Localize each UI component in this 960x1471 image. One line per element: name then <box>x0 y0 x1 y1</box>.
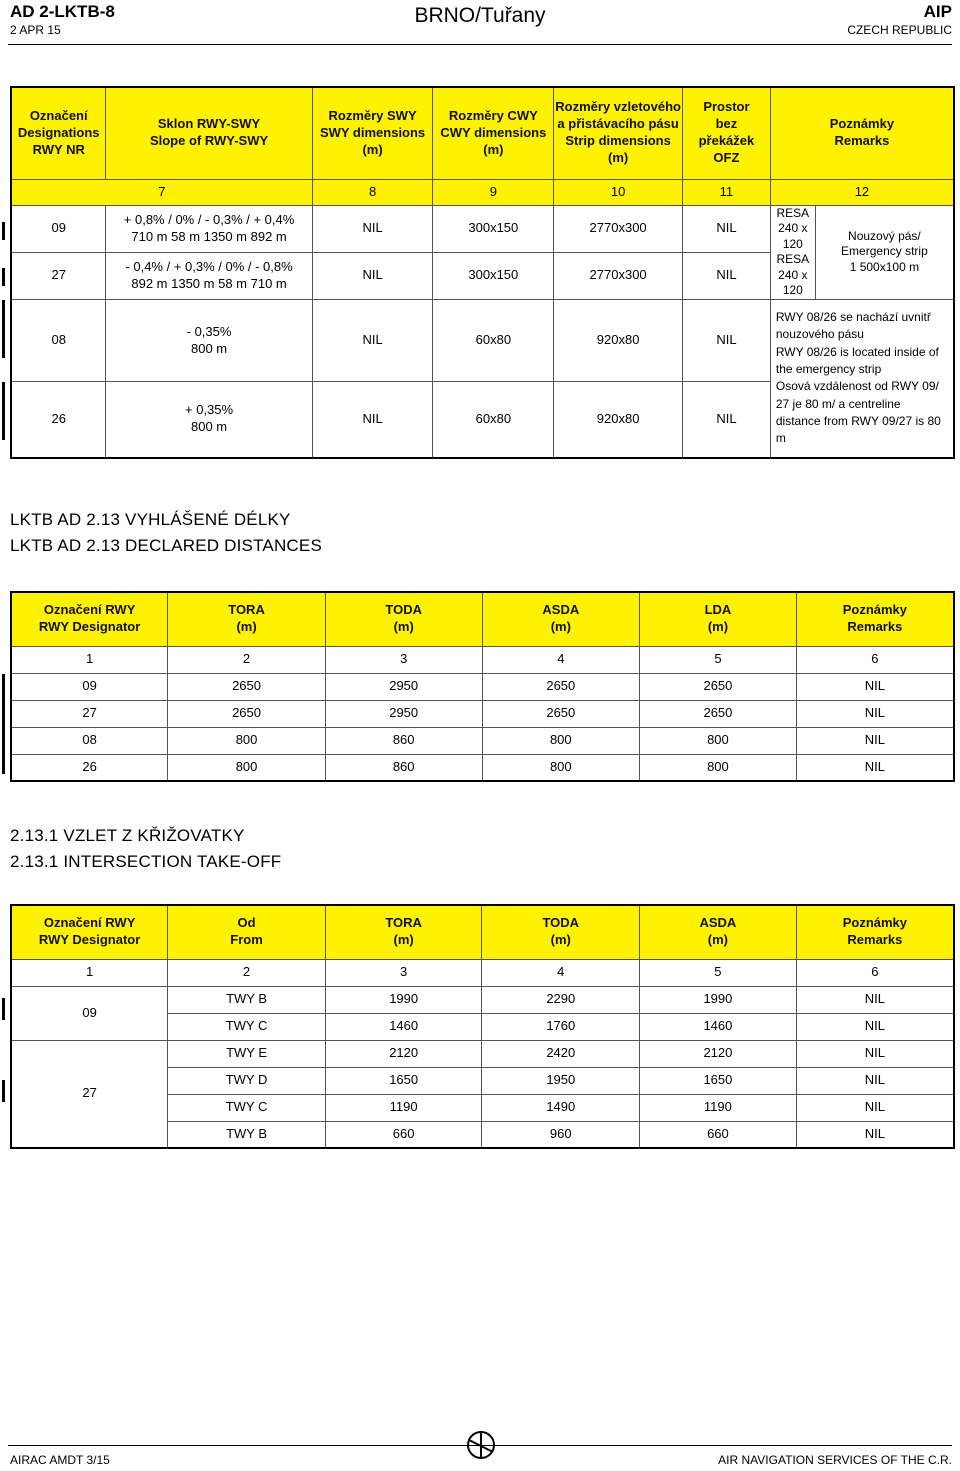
table-row <box>11 727 954 754</box>
col-designator: Označení RWY RWY Designator <box>11 592 168 646</box>
cell: 1190 <box>325 1094 482 1121</box>
col-cwy: Rozměry CWY CWY dimensions (m) <box>433 87 554 179</box>
remarks-rwy-08-26: RWY 08/26 se nachází uvnitř nouzového pásu RWY 08/26 is located inside of the emergency strip Osová vzdálenost od RWY 09/ 27 je 80 m/ a centreline distance from RWY 09/27 is 80 m <box>770 300 954 458</box>
cell: 26 <box>11 754 168 781</box>
cell: TWY B <box>168 986 326 1013</box>
col-number: 10 <box>554 179 683 205</box>
resa-cell: RESA 240 x 120 <box>770 205 815 252</box>
col-slope: Sklon RWY-SWY Slope of RWY-SWY <box>106 87 312 179</box>
col-number: 2 <box>168 959 326 986</box>
table-row <box>11 754 954 781</box>
remarks-emergency-strip: Nouzový pás/ Emergency strip 1 500x100 m <box>815 205 954 300</box>
change-bar <box>2 300 5 358</box>
table-row <box>11 700 954 727</box>
col-number: 4 <box>482 959 640 986</box>
doc-id: AD 2-LKTB-8 <box>10 2 115 21</box>
cell: 1460 <box>640 1013 797 1040</box>
col-from: Od From <box>168 905 326 959</box>
strip-cell: 920x80 <box>554 382 683 458</box>
cell: 2650 <box>168 673 326 700</box>
col-number: 7 <box>11 179 312 205</box>
section-title-declared-distances <box>10 510 322 556</box>
rwy-cell: 27 <box>11 252 106 299</box>
strip-cell: 2770x300 <box>554 252 683 299</box>
col-toda: TODA (m) <box>482 905 640 959</box>
table-row <box>11 673 954 700</box>
change-bar <box>2 998 5 1020</box>
change-bar <box>2 268 5 286</box>
cell: TWY C <box>168 1013 326 1040</box>
cell: 660 <box>640 1121 797 1148</box>
cell: NIL <box>796 1067 954 1094</box>
cwy-cell: 300x150 <box>433 205 554 252</box>
cell: NIL <box>796 1040 954 1067</box>
footer-organization: AIR NAVIGATION SERVICES OF THE C.R. <box>718 1453 952 1467</box>
header-rule <box>8 44 952 45</box>
col-strip: Rozměry vzletového a přistávacího pásu Strip dimensions (m) <box>554 87 683 179</box>
cell: NIL <box>796 754 954 781</box>
col-toda: TODA (m) <box>325 592 482 646</box>
col-number: 3 <box>325 646 482 673</box>
col-designation: Označení Designations RWY NR <box>11 87 106 179</box>
col-remarks: Poznámky Remarks <box>796 905 954 959</box>
header-right <box>847 2 952 37</box>
aip-label: AIP <box>923 2 952 21</box>
cell: NIL <box>796 673 954 700</box>
cell: 1650 <box>325 1067 482 1094</box>
cell: 2420 <box>482 1040 640 1067</box>
cell: NIL <box>796 986 954 1013</box>
country-label: CZECH REPUBLIC <box>847 23 952 37</box>
cell: 27 <box>11 700 168 727</box>
ofz-cell: NIL <box>683 300 771 382</box>
declared-distances-table <box>10 591 955 782</box>
col-tora: TORA (m) <box>168 592 326 646</box>
cell: 800 <box>482 727 640 754</box>
cell: 2650 <box>640 700 797 727</box>
cell: NIL <box>796 1121 954 1148</box>
cell: 860 <box>325 754 482 781</box>
col-remarks: Poznámky Remarks <box>770 87 954 179</box>
cell: NIL <box>796 1094 954 1121</box>
swy-cell: NIL <box>312 382 433 458</box>
cell: 800 <box>482 754 640 781</box>
page-title: BRNO/Tuřany <box>414 4 546 27</box>
rwy-group-27: 27 <box>11 1040 168 1148</box>
cell: 2650 <box>168 700 326 727</box>
cell: 660 <box>325 1121 482 1148</box>
ofz-cell: NIL <box>683 382 771 458</box>
swy-cell: NIL <box>312 205 433 252</box>
table-row <box>11 1040 954 1067</box>
cell: TWY B <box>168 1121 326 1148</box>
col-number: 4 <box>482 646 640 673</box>
runway-characteristics-table <box>10 86 955 459</box>
col-number: 11 <box>683 179 771 205</box>
table-row <box>11 300 954 382</box>
cell: 2120 <box>640 1040 797 1067</box>
cell: 2650 <box>482 700 640 727</box>
col-number: 1 <box>11 646 168 673</box>
cell: 1490 <box>482 1094 640 1121</box>
cell: 1650 <box>640 1067 797 1094</box>
col-lda: LDA (m) <box>640 592 797 646</box>
section-title-en: 2.13.1 INTERSECTION TAKE-OFF <box>10 852 282 871</box>
footer-amdt: AIRAC AMDT 3/15 <box>10 1453 110 1467</box>
rwy-group-09: 09 <box>11 986 168 1040</box>
resa-cell: RESA 240 x 120 <box>770 252 815 299</box>
section-title-en: LKTB AD 2.13 DECLARED DISTANCES <box>10 536 322 555</box>
col-ofz: Prostor bez překážek OFZ <box>683 87 771 179</box>
cell: 800 <box>640 727 797 754</box>
col-number: 9 <box>433 179 554 205</box>
cwy-cell: 300x150 <box>433 252 554 299</box>
change-bar <box>2 1080 5 1102</box>
cwy-cell: 60x80 <box>433 300 554 382</box>
col-number: 8 <box>312 179 433 205</box>
rwy-cell: 08 <box>11 300 106 382</box>
table-row <box>11 986 954 1013</box>
ofz-cell: NIL <box>683 205 771 252</box>
cell: 800 <box>640 754 797 781</box>
doc-date: 2 APR 15 <box>10 23 61 37</box>
table-row <box>11 252 954 299</box>
cell: TWY C <box>168 1094 326 1121</box>
cell: 1950 <box>482 1067 640 1094</box>
col-number: 5 <box>640 959 797 986</box>
col-number: 6 <box>796 959 954 986</box>
col-number: 5 <box>640 646 797 673</box>
cell: NIL <box>796 700 954 727</box>
slope-cell: + 0,8% / 0% / - 0,3% / + 0,4% 710 m 58 m 1350 m 892 m <box>106 205 312 252</box>
cell: NIL <box>796 1013 954 1040</box>
col-asda: ASDA (m) <box>482 592 640 646</box>
cell: TWY E <box>168 1040 326 1067</box>
cell: 09 <box>11 673 168 700</box>
cell: 2650 <box>482 673 640 700</box>
cell: 800 <box>168 727 326 754</box>
strip-cell: 920x80 <box>554 300 683 382</box>
slope-cell: - 0,4% / + 0,3% / 0% / - 0,8% 892 m 1350 m 58 m 710 m <box>106 252 312 299</box>
section-title-intersection-takeoff <box>10 826 281 872</box>
rwy-cell: 09 <box>11 205 106 252</box>
cell: 860 <box>325 727 482 754</box>
cell: 960 <box>482 1121 640 1148</box>
col-number: 6 <box>796 646 954 673</box>
col-number: 3 <box>325 959 482 986</box>
cell: NIL <box>796 727 954 754</box>
cell: 2950 <box>325 700 482 727</box>
cell: 2290 <box>482 986 640 1013</box>
cell: 1990 <box>325 986 482 1013</box>
change-bar <box>2 674 5 774</box>
cwy-cell: 60x80 <box>433 382 554 458</box>
section-title-cz: 2.13.1 VZLET Z KŘIŽOVATKY <box>10 826 245 845</box>
cell: 2120 <box>325 1040 482 1067</box>
slope-cell: + 0,35% 800 m <box>106 382 312 458</box>
cell: 2950 <box>325 673 482 700</box>
rwy-cell: 26 <box>11 382 106 458</box>
change-bar <box>2 222 5 240</box>
table-row <box>11 205 954 252</box>
cell: 800 <box>168 754 326 781</box>
cell: 2650 <box>640 673 797 700</box>
slope-cell: - 0,35% 800 m <box>106 300 312 382</box>
col-designator: Označení RWY RWY Designator <box>11 905 168 959</box>
swy-cell: NIL <box>312 252 433 299</box>
col-number: 12 <box>770 179 954 205</box>
ans-logo-icon <box>463 1428 499 1462</box>
col-swy: Rozměry SWY SWY dimensions (m) <box>312 87 433 179</box>
col-number: 2 <box>168 646 326 673</box>
col-asda: ASDA (m) <box>640 905 797 959</box>
cell: 1990 <box>640 986 797 1013</box>
swy-cell: NIL <box>312 300 433 382</box>
change-bar <box>2 382 5 440</box>
cell: 08 <box>11 727 168 754</box>
cell: 1760 <box>482 1013 640 1040</box>
strip-cell: 2770x300 <box>554 205 683 252</box>
col-tora: TORA (m) <box>325 905 482 959</box>
cell: 1460 <box>325 1013 482 1040</box>
ofz-cell: NIL <box>683 252 771 299</box>
col-remarks: Poznámky Remarks <box>796 592 954 646</box>
intersection-takeoff-table <box>10 904 955 1149</box>
cell: TWY D <box>168 1067 326 1094</box>
cell: 1190 <box>640 1094 797 1121</box>
col-number: 1 <box>11 959 168 986</box>
section-title-cz: LKTB AD 2.13 VYHLÁŠENÉ DÉLKY <box>10 510 291 529</box>
